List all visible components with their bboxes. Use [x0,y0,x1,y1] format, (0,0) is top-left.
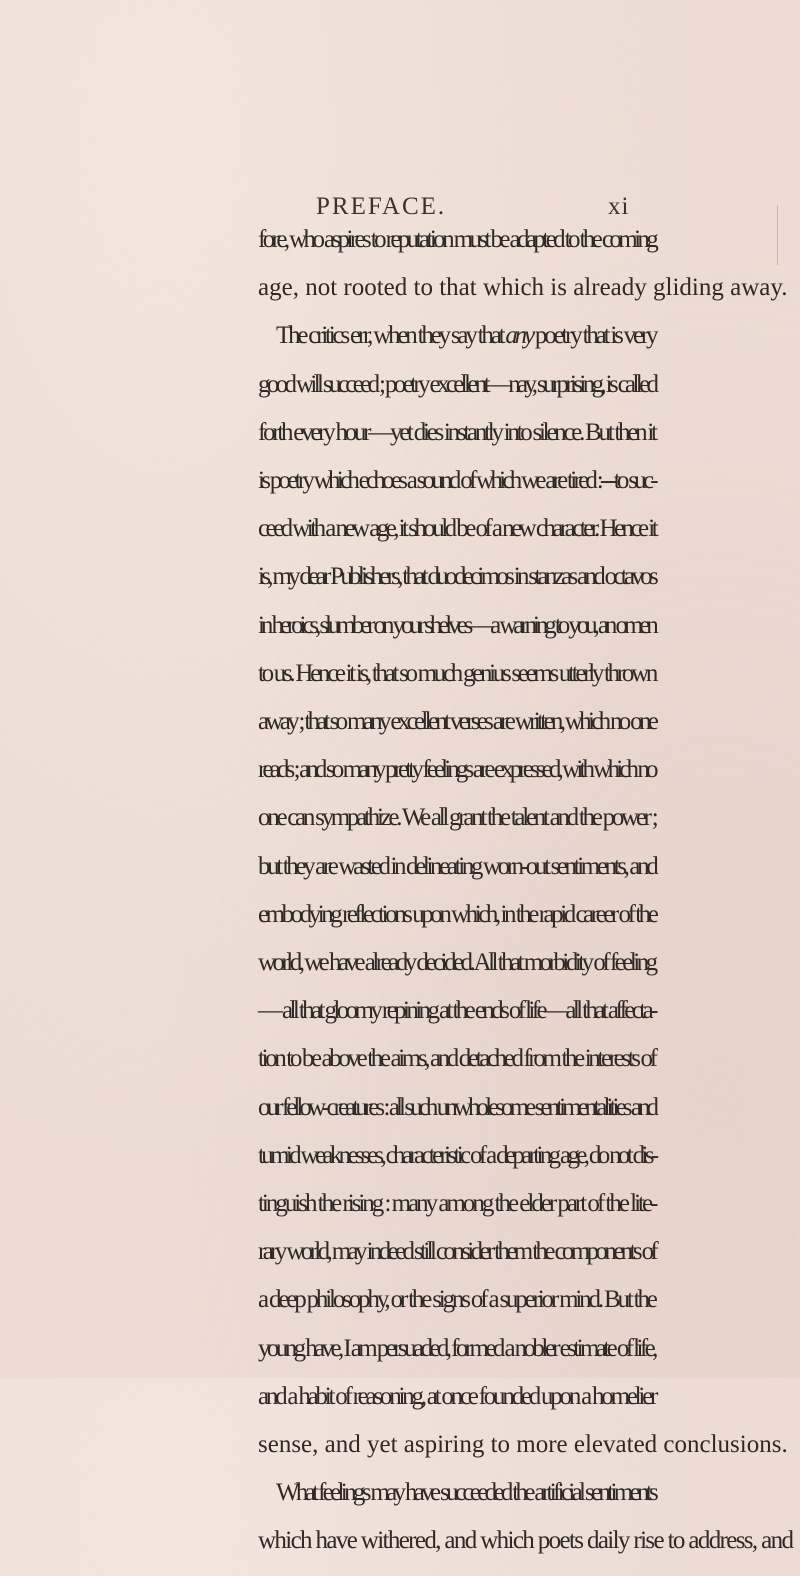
text-line [276,321,655,371]
text-line: one can sympathize. We all grant the talent and the power ; [258,804,656,832]
text-line: in heroics, slumber on your shelves—a warning to you, an omen [258,611,655,639]
text-line: reads ; and so many pretty feelings are expressed, with which no [258,756,655,784]
text-line: sense, and yet aspiring to more elevated conclusions. [258,1431,788,1458]
text-line: young have, I am persuaded, formed a nobler estimate of life, [258,1334,655,1362]
text-line: and a habit of reasoning, at once founded upon a homelier [258,1382,656,1410]
text-line: — all that gloomy repining at the ends of life—all that affecta- [258,997,655,1025]
text-line: to us. Hence it is, that so much genius seems utterly thrown [258,659,656,687]
text-line: which have withered, and which poets daily rise to address, and [258,1527,793,1555]
text-line: forth every hour—yet dies instantly into silence. But then it [258,418,655,446]
text-line: tumid weaknesses, characteristic of a departing age, do not dis- [258,1141,656,1169]
running-head-title: PREFACE. [316,193,447,220]
text-line: is poetry which echoes a sound of which we are tired :---to suc- [258,467,655,494]
text-line: rary world, may indeed still consider them the components of [258,1238,656,1266]
text-run: poetry that is very [531,322,656,350]
text-line: world, we have already decided. All that morbidity of feeling [258,949,655,976]
page-edge-mark [777,205,778,265]
text-line: embodying reflections upon which, in the rapid career of the [258,900,656,928]
text-line: good will succeed ; poetry excellent—nay, surprising, is called [258,370,656,398]
italic-word: any [505,322,532,350]
text-line: our fellow-creatures : all such unwholesome sentimentalities and [258,1093,656,1121]
text-line: is, my dear Publishers, that duodecimos in stanzas and octavos [258,563,655,591]
text-line: age, not rooted to that which is already gliding away. [258,274,788,302]
text-line: ceed with a new age, it should be of a new character. Hence it [258,515,656,543]
text-line: tion to be above the aims, and detached from the interests of [258,1045,655,1073]
text-line: tinguish the rising : many among the elder part of the lite- [258,1190,656,1217]
running-head [0,193,800,227]
text-line: away ; that so many excellent verses are written, which no one [258,708,656,735]
text-line: but they are wasted in delineating worn-out sentiments, and [258,852,656,880]
text-line: What feelings may have succeeded the artificial sentiments [276,1479,656,1507]
text-line: fore, who aspires to reputation must be adapted to the coming [258,226,656,253]
page-number: xi [608,193,630,220]
text-run: The critics err, when they say that [276,322,506,350]
text-line: a deep philosophy, or the signs of a superior mind. But the [258,1286,655,1314]
